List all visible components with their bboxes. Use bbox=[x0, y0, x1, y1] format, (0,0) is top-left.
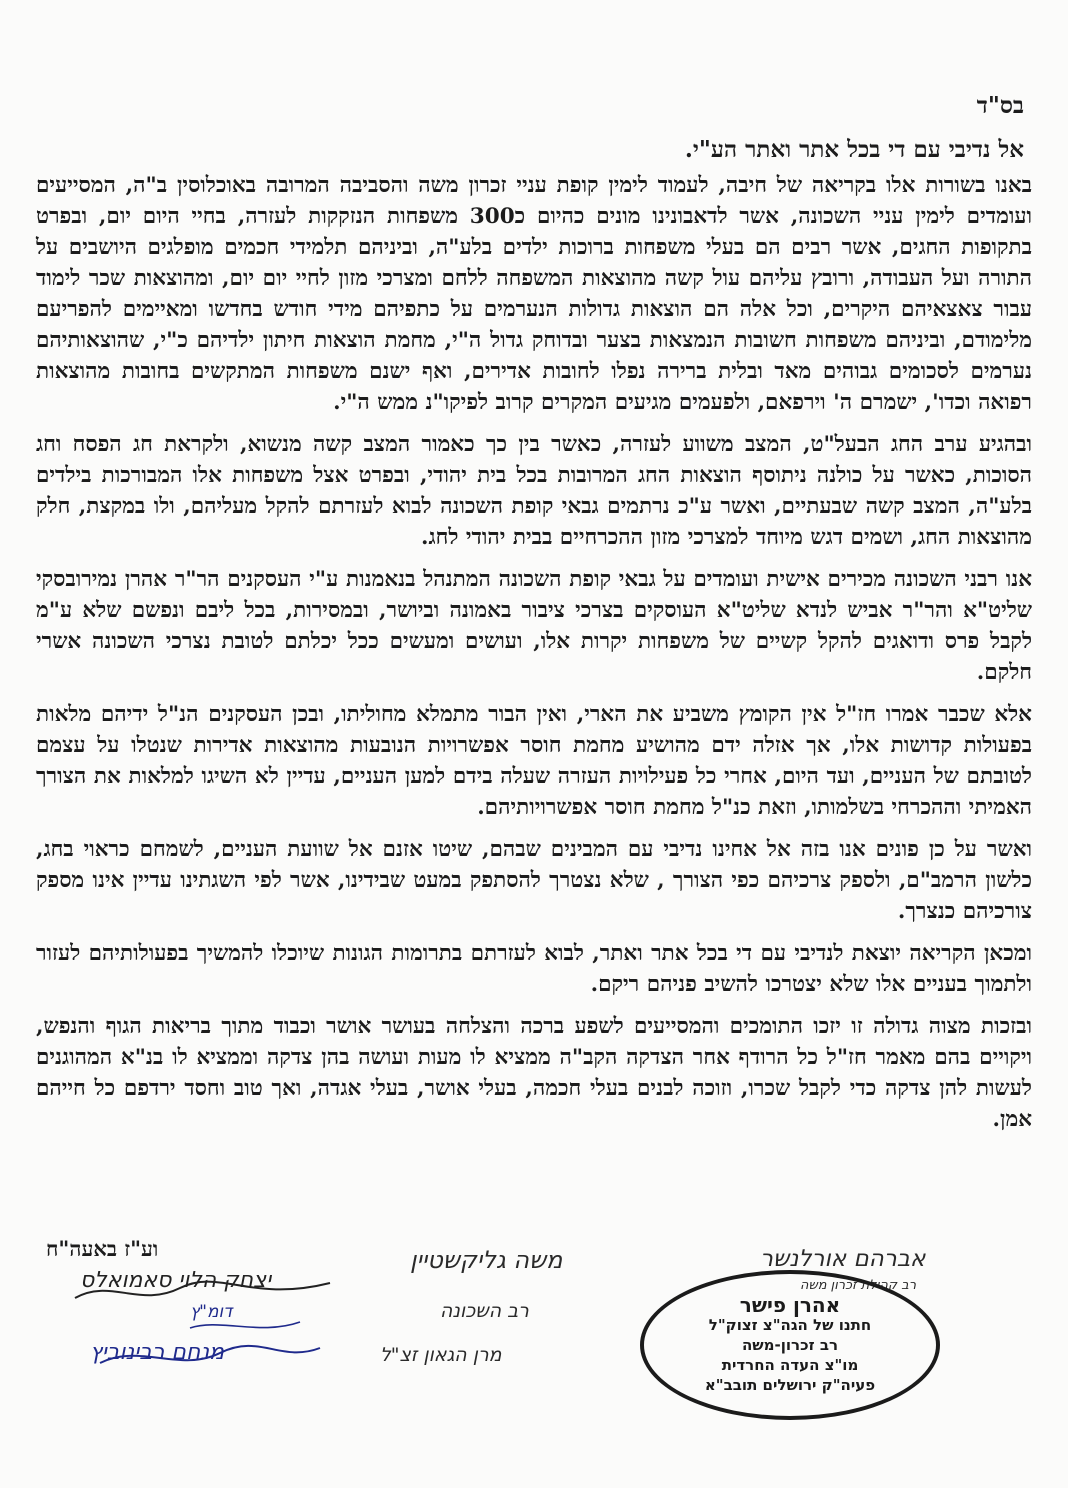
signature-middle-name: משה גליקשטיין bbox=[410, 1246, 563, 1274]
salutation-line: אל נדיבי עם די בכל אתר ואתר הע"י. bbox=[684, 136, 1024, 163]
closing-line: וע"ז באעה"ח bbox=[46, 1236, 159, 1261]
paragraph-holiday: ובהגיע ערב החג הבעל"ט, המצב משווע לעזרה, כאשר בין כך כאמור המצב קשה מנשוא, ולקראת חג הפסח וחג הסוכות, כאשר על כולנה ניתוסף הוצאות החג המרובות בכל בית יהודי, ובפרט אצל משפחות אלו המבורכות בילדים בלע"ה, המצב קשה שבעתיים, ואשר ע"כ נרתמים גבאי קופת השכונה לבוא לעזרתם להקל מעליהם, ולו במקצת, חלק מהוצאות החג, ושמים דגש מיוחד למצרכי מזון ההכרחיים בבית יהודי לחג. bbox=[36, 432, 1032, 550]
signature-middle-title: רב השכונה bbox=[440, 1300, 529, 1322]
stamp-line-3: רב זכרון-משה bbox=[742, 1336, 838, 1354]
stamp-line-4: מו"צ העדה החרדית bbox=[721, 1356, 859, 1374]
rabbinical-stamp bbox=[640, 1270, 940, 1420]
paragraph-blessing: ובזכות מצוה גדולה זו יזכו התומכים והמסייעים לשפע ברכה והצלחה בעושר אושר וכבוד מתוך בריאות הגוף והנפש, ויקויים בהם מאמר חז"ל כל הרודף אחר הצדקה הקב"ה ממציא לו מעות ועושה בהן צדקה וממציא לו בנ"א המהוגנים לעשות להן צדקה כדי לקבל שכרו, וזוכה לבנים בעלי חכמה, בעלי אושר, בעלי אגדה, ואך טוב וחסד ירדפם כל חייהם אמן. bbox=[36, 1014, 1032, 1132]
bsd-header: בס"ד bbox=[976, 92, 1024, 119]
paragraph-rabbis: אנו רבני השכונה מכירים אישית ועומדים על גבאי קופת השכונה המתנהל בנאמנות ע"י העסקנים הר"ר אהרן נמירובסקי שליט"א והר"ר אביש לנדא שליט"א העוסקים בצרכי ציבור באמונה וביושר, ובמסירות, בכל ליבם ונפשם שלא ע"מ לקבל פרס ודואגים להקל קשיים של משפחות יקרות אלו, ועושים ומעשים ככל יכלתם לטובת נצרכי השכונה אשרי חלקם. bbox=[36, 567, 1032, 685]
paragraph-need: אלא שכבר אמרו חז"ל אין הקומץ משביע את הארי, ואין הבור מתמלא מחוליתו, ובכן העסקנים הנ"ל ידיהם מלאות בפעולות קדושות אלו, אך אזלה ידם מהושיע מחמת חוסר אפשרויות הנובעות מהוצאות אדירות שנטלו על עצמם לטובתם של העניים, ועד היום, אחרי כל פעילויות העזרה שעלה בידם למען העניים, עדיין לא השיגו למלאות את הצורך האמיתי וההכרחי בשלמותו, וזאת כנ"ל מחמת חוסר אפשרויותיהם. bbox=[36, 702, 1032, 820]
stamp-line-5: פעיה"ק ירושלים תובב"א bbox=[704, 1376, 876, 1394]
stamp-line-2: חתנו של הגה"צ זצוק"ל bbox=[708, 1316, 872, 1334]
letter-body bbox=[36, 170, 1032, 1146]
stamp-line-name: אהרן פישר bbox=[739, 1293, 841, 1317]
signature-right-sub: רב קהילת זכרון משה bbox=[800, 1278, 917, 1293]
signature-left-name: יצחק הלוי סאמואלס bbox=[80, 1268, 272, 1293]
signature-left-sub: דומ"ץ bbox=[190, 1302, 233, 1322]
signature-scribble-icon bbox=[70, 1258, 350, 1388]
paragraph-intro: באנו בשורות אלו בקריאה של חיבה, לעמוד לימין קופת עניי זכרון משה והסביבה המרובה באוכלוסין ב"ה, המסייעים ועומדים לימין עניי השכונה, אשר לדאבונינו מונים כהיום כ300 משפחות הנזקקות לעזרה, בחיי היום יום, ובפרט בתקופות החגים, אשר רבים הם בעלי משפחות ברוכות ילדים בלע"ה, וביניהם תלמידי חכמים מופלגים היושבים על התורה ועל העבודה, ורובץ עליהם עול קשה מהוצאות המשפחה ללחם ומצרכי מזון לחיי יום יום, ומהוצאות שכר לימוד עבור צאצאיהם היקרים, וכל אלה הם הוצאות גדולות הנערמים על כתפיהם מידי חודש בחדשו ומאיימים להפריעם מלימודם, וביניהם משפחות חשובות הנמצאות בצער ובדוחק גדול ה"י, מחמת הוצאות חיתון ילדיהם כ"י, שהוצאותיהם נערמים לסכומים גבוהים מאד ובלית ברירה נפלו לחובות אדירים, ואף ישנם משפחות המתקשים בחובות מהוצאות רפואה וכדו', ישמרם ה' וירפאם, ולפעמים מגיעים המקרים קרוב לפיקו"נ ממש ה"י. bbox=[36, 173, 1032, 415]
signature-left-name2: מנחם רבינוביץ bbox=[90, 1340, 225, 1365]
signature-right-name: אברהם אורלנשר bbox=[760, 1246, 926, 1272]
paragraph-call: ומכאן הקריאה יוצאת לנדיבי עם די בכל אתר ואתר, לבוא לעזרתם בתרומות הגונות שיוכלו להמשיך בפעולותיהם לעזור ולתמוך בעניים אלו שלא יצטרכו להשיב פניהם ריקם. bbox=[36, 941, 1032, 997]
signature-middle-sub: מרן הגאון זצ"ל bbox=[380, 1344, 502, 1366]
paragraph-appeal: ואשר על כן פונים אנו בזה אל אחינו נדיבי עם המבינים שבהם, שיטו אזנם אל שוועת העניים, לשמחם כראוי בחג, כלשון הרמב"ם, ולספק צרכיהם כפי הצורך , שלא נצטרך להסתפק במעט שבידינו, אשר לפי השגתינו עדיין אינו מספק צורכיהם כנצרך. bbox=[36, 837, 1032, 924]
